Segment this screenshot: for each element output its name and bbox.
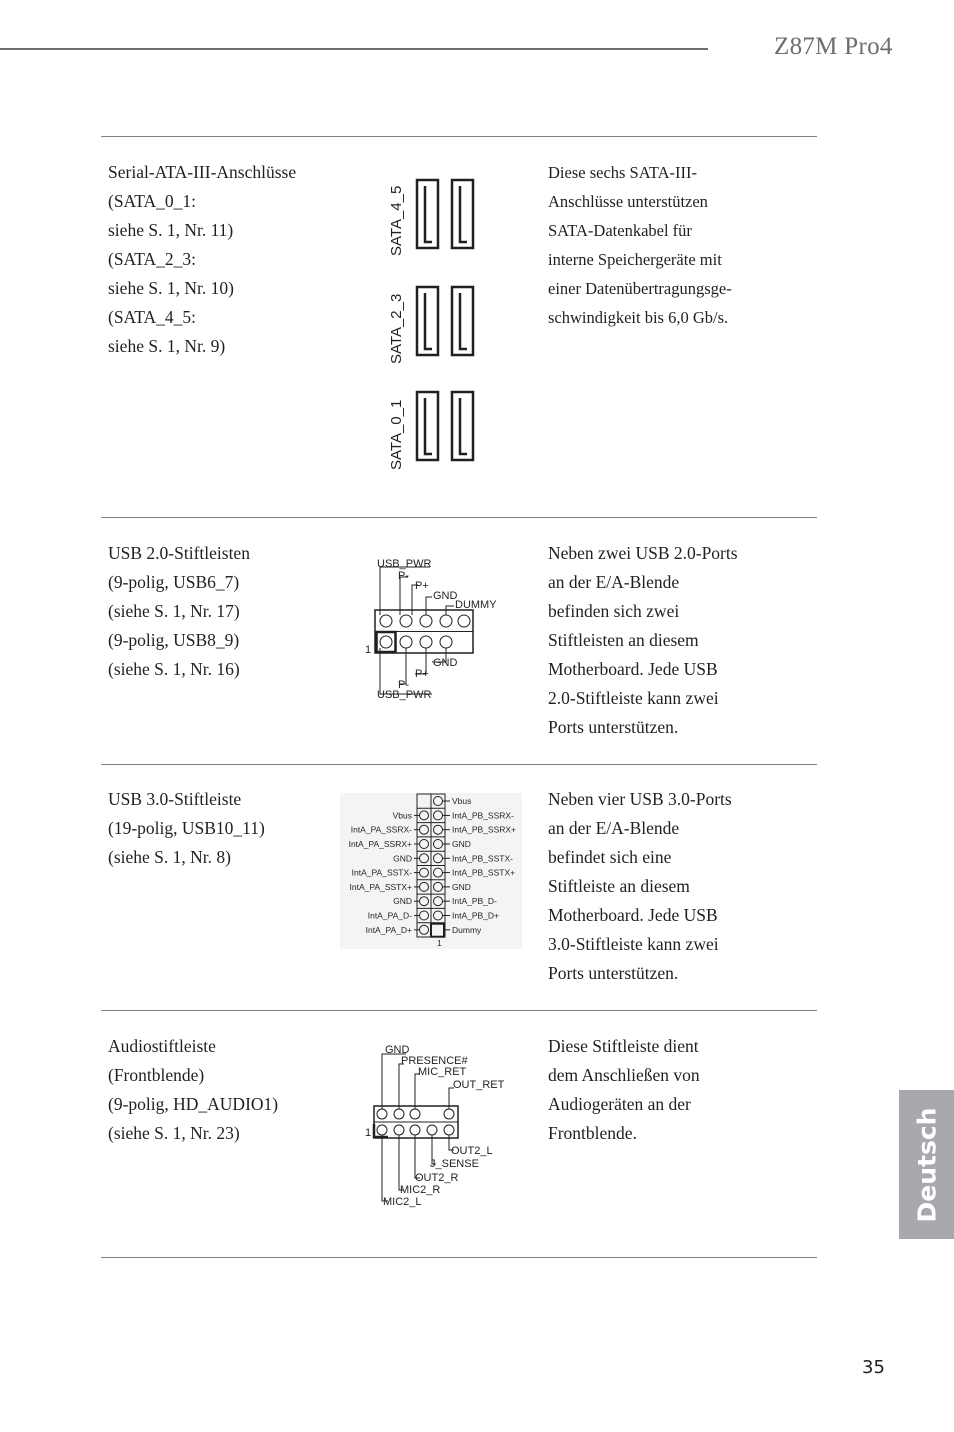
audio-pin-label: PRESENCE# — [401, 1055, 468, 1067]
usb3-pin-label: IntA_PB_D+ — [452, 910, 500, 921]
audio-pin-label: MIC2_R — [400, 1184, 441, 1196]
usb3-pin-label: IntA_PA_D- — [367, 910, 412, 921]
text-line: SATA-Datenkabel für — [548, 221, 692, 240]
text-line: einer Datenübertragungsge- — [548, 279, 732, 298]
model-name: Z87M Pro4 — [774, 33, 893, 60]
section-divider — [101, 764, 817, 765]
text-line: (siehe S. 1, Nr. 17) — [108, 601, 240, 621]
audio-pin-label: MIC_RET — [418, 1066, 467, 1078]
audio-pin-label: OUT2_R — [415, 1172, 459, 1184]
usb2-description-right — [548, 539, 808, 742]
usb2-pin-label: GND — [433, 657, 458, 669]
text-line: Stiftleisten an diesem — [548, 630, 699, 650]
usb3-description-right — [548, 785, 808, 988]
text-line: Motherboard. Jede USB — [548, 905, 718, 925]
text-line: Audiogeräten an der — [548, 1094, 691, 1114]
sata-label: SATA_0_1 — [388, 399, 405, 470]
sata-label: SATA_2_3 — [388, 293, 405, 364]
pin-one-marker: 1 — [365, 644, 372, 656]
text-line: siehe S. 1, Nr. 10) — [108, 278, 234, 298]
usb3-pin-label: IntA_PA_SSRX- — [350, 824, 412, 835]
usb3-pin-label: Vbus — [452, 796, 472, 806]
audio-pin-label: MIC2_L — [383, 1196, 422, 1208]
pin-one-marker: 1 — [365, 1127, 372, 1139]
text-line: Frontblende. — [548, 1123, 637, 1143]
usb2-pin-label: P- — [398, 570, 409, 582]
text-line: Serial-ATA-III-Anschlüsse — [108, 162, 297, 182]
text-line: (siehe S. 1, Nr. 23) — [108, 1123, 240, 1143]
text-line: USB 2.0-Stiftleisten — [108, 543, 250, 563]
text-line: Stiftleiste an diesem — [548, 876, 690, 896]
usb3-pin-label: IntA_PA_SSTX+ — [349, 881, 412, 892]
audio-header-diagram — [360, 1040, 510, 1210]
usb3-pin-label: GND — [452, 881, 471, 892]
audio-pin-label: OUT2_L — [451, 1145, 493, 1157]
text-line: (SATA_2_3: — [108, 249, 197, 269]
usb2-pin-label: P- — [398, 679, 409, 691]
page-number: 35 — [862, 1357, 885, 1378]
text-line: Motherboard. Jede USB — [548, 659, 718, 679]
usb3-description-left — [108, 785, 338, 872]
text-line: (9-polig, USB8_9) — [108, 630, 240, 650]
usb3-pin-label: IntA_PB_SSRX+ — [452, 824, 517, 835]
text-line: dem Anschließen von — [548, 1065, 700, 1085]
usb3-pin-label: IntA_PB_SSTX+ — [452, 867, 516, 878]
sata-description-left — [108, 158, 338, 361]
language-tab — [899, 1090, 954, 1239]
header-rule — [0, 48, 708, 50]
audio-description-right — [548, 1032, 808, 1148]
text-line: schwindigkeit bis 6,0 Gb/s. — [548, 308, 729, 327]
usb2-description-left — [108, 539, 338, 684]
text-line: Diese sechs SATA-III- — [548, 163, 697, 182]
audio-pin-label: OUT_RET — [453, 1079, 505, 1091]
audio-pin-label: J_SENSE — [430, 1158, 479, 1170]
usb2-pin-label: USB_PWR — [377, 689, 432, 701]
usb3-pin-label: IntA_PB_SSRX- — [452, 810, 514, 821]
section-divider — [101, 1257, 817, 1258]
usb2-pin-label: P+ — [415, 580, 429, 592]
audio-pin-label: GND — [385, 1044, 410, 1056]
text-line: (siehe S. 1, Nr. 16) — [108, 659, 240, 679]
text-line: Ports unterstützen. — [548, 717, 679, 737]
text-line: befindet sich eine — [548, 847, 672, 867]
sata-label: SATA_4_5 — [388, 185, 405, 256]
text-line: siehe S. 1, Nr. 11) — [108, 220, 234, 240]
sata-diagram — [380, 170, 490, 470]
text-line: Audiostiftleiste — [108, 1036, 216, 1056]
usb3-pin-label: GND — [393, 896, 412, 907]
text-line: Diese Stiftleiste dient — [548, 1036, 699, 1056]
text-line: an der E/A-Blende — [548, 572, 680, 592]
text-line: interne Speichergeräte mit — [548, 250, 722, 269]
text-line: (SATA_0_1: — [108, 191, 197, 211]
section-divider — [101, 517, 817, 518]
usb3-header-diagram — [340, 793, 522, 949]
text-line: (siehe S. 1, Nr. 8) — [108, 847, 231, 867]
audio-description-left — [108, 1032, 338, 1148]
usb2-header-diagram — [360, 555, 510, 705]
usb3-pin-label: Vbus — [392, 810, 412, 821]
usb3-pin-label: IntA_PB_SSTX- — [452, 853, 513, 864]
text-line: Ports unterstützen. — [548, 963, 679, 983]
usb3-pin-label: Dummy — [452, 924, 482, 935]
usb3-pin-label: IntA_PB_D- — [452, 896, 497, 907]
usb2-pin-label: P+ — [415, 668, 429, 680]
sata-description-right — [548, 158, 808, 332]
text-line: Anschlüsse unterstützen — [548, 192, 708, 211]
sata-port-4-5 — [417, 180, 473, 248]
text-line: 3.0-Stiftleiste kann zwei — [548, 934, 719, 954]
sata-port-0-1 — [417, 392, 473, 460]
text-line: Neben zwei USB 2.0-Ports — [548, 543, 738, 563]
sata-port-2-3 — [417, 287, 473, 355]
text-line: befinden sich zwei — [548, 601, 680, 621]
text-line: USB 3.0-Stiftleiste — [108, 789, 242, 809]
text-line: 2.0-Stiftleiste kann zwei — [548, 688, 719, 708]
usb3-pin-label: IntA_PA_D+ — [365, 924, 412, 935]
language-tab-label: Deutsch — [912, 1107, 941, 1222]
usb2-pin-label: USB_PWR — [377, 558, 432, 570]
section-divider — [101, 136, 817, 137]
usb3-pin-label: GND — [393, 853, 412, 864]
text-line: (SATA_4_5: — [108, 307, 197, 327]
usb3-pin-label: IntA_PA_SSRX+ — [348, 839, 412, 849]
pin-one-marker: 1 — [437, 938, 442, 948]
text-line: (19-polig, USB10_11) — [108, 818, 265, 838]
text-line: an der E/A-Blende — [548, 818, 680, 838]
text-line: (9-polig, HD_AUDIO1) — [108, 1094, 279, 1114]
text-line: Neben vier USB 3.0-Ports — [548, 789, 732, 809]
text-line: (Frontblende) — [108, 1065, 205, 1085]
text-line: siehe S. 1, Nr. 9) — [108, 336, 226, 356]
usb2-pin-label: GND — [433, 590, 458, 602]
text-line: (9-polig, USB6_7) — [108, 572, 240, 592]
usb3-pin-label: IntA_PA_SSTX- — [351, 867, 412, 878]
section-divider — [101, 1010, 817, 1011]
usb2-pin-label: DUMMY — [455, 599, 497, 611]
usb3-pin-label: GND — [452, 839, 471, 849]
